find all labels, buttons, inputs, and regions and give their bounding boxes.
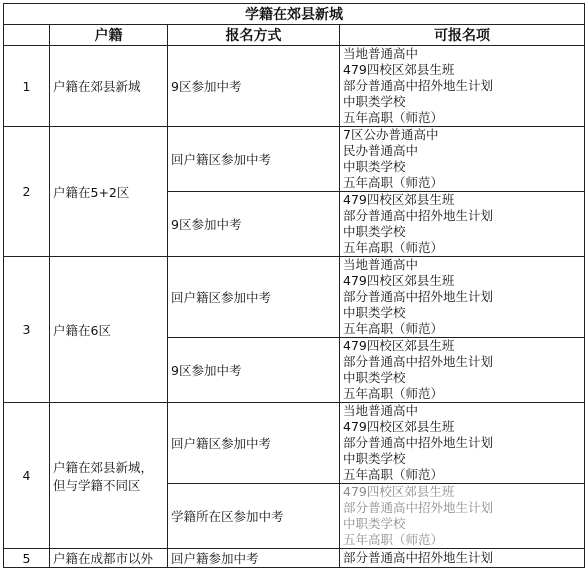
option-item: 中职类学校: [343, 94, 406, 109]
method-cell: 9区参加中考: [168, 338, 340, 403]
options-cell: [340, 549, 585, 568]
options-cell: [340, 192, 585, 257]
row-number: 3: [4, 257, 50, 403]
option-item: 479四校区郊县生班: [343, 192, 455, 207]
row-number: 5: [4, 549, 50, 568]
huji-line: 但与学籍不同区: [53, 477, 141, 493]
huji-cell: 户籍在成都市以外: [50, 549, 168, 568]
option-item: 部分普通高中招外地生计划: [343, 500, 494, 515]
option-item: 中职类学校: [343, 516, 406, 531]
option-item: 479四校区郊县生班: [343, 338, 455, 353]
enrollment-options-table: [3, 3, 585, 568]
option-item: 五年高职（师范）: [343, 110, 444, 125]
method-cell: 学籍所在区参加中考: [168, 484, 340, 549]
option-item: 中职类学校: [343, 305, 406, 320]
method-cell: 9区参加中考: [168, 46, 340, 127]
options-cell: [340, 127, 585, 192]
header-method: 报名方式: [168, 25, 340, 46]
method-cell: 回户籍区参加中考: [168, 403, 340, 484]
option-item: 当地普通高中: [343, 46, 419, 61]
options-cell: [340, 257, 585, 338]
option-item: 五年高职（师范）: [343, 386, 444, 401]
option-item: 五年高职（师范）: [343, 240, 444, 255]
header-huji: 户籍: [50, 25, 168, 46]
huji-cell: 户籍在5+2区: [50, 127, 168, 257]
option-item: 部分普通高中招外地生计划: [343, 550, 494, 565]
option-item: 中职类学校: [343, 159, 406, 174]
huji-line: 户籍在郊县新城，: [53, 459, 154, 475]
option-item: 479四校区郊县生班: [343, 273, 455, 288]
option-item: 部分普通高中招外地生计划: [343, 78, 494, 93]
header-number: [4, 25, 50, 46]
options-cell: [340, 46, 585, 127]
option-item: 五年高职（师范）: [343, 532, 444, 547]
table-row: [4, 403, 585, 484]
row-number: 4: [4, 403, 50, 549]
option-item: 五年高职（师范）: [343, 467, 444, 482]
option-item: 部分普通高中招外地生计划: [343, 208, 494, 223]
row-number: 1: [4, 46, 50, 127]
options-cell: [340, 484, 585, 549]
table-row: [4, 549, 585, 568]
huji-cell: 户籍在6区: [50, 257, 168, 403]
table-header-row: [4, 25, 585, 46]
method-cell: 回户籍区参加中考: [168, 257, 340, 338]
option-item: 479四校区郊县生班: [343, 419, 455, 434]
header-options: 可报名项: [340, 25, 585, 46]
option-item: 当地普通高中: [343, 403, 419, 418]
row-number: 2: [4, 127, 50, 257]
method-cell: 9区参加中考: [168, 192, 340, 257]
option-item: 479四校区郊县生班: [343, 62, 455, 77]
huji-cell: 户籍在郊县新城: [50, 46, 168, 127]
option-item: 7区公办普通高中: [343, 127, 439, 142]
option-item: 民办普通高中: [343, 143, 419, 158]
table-title-row: [4, 4, 585, 25]
option-item: 五年高职（师范）: [343, 175, 444, 190]
table-row: [4, 127, 585, 192]
method-cell: 回户籍区参加中考: [168, 127, 340, 192]
options-cell: [340, 403, 585, 484]
method-cell: 回户籍参加中考: [168, 549, 340, 568]
table-title: 学籍在郊县新城: [4, 4, 585, 25]
options-cell: [340, 338, 585, 403]
table-row: [4, 46, 585, 127]
option-item: 当地普通高中: [343, 257, 419, 272]
option-item: 中职类学校: [343, 451, 406, 466]
option-item: 中职类学校: [343, 224, 406, 239]
huji-cell: [50, 403, 168, 549]
option-item: 部分普通高中招外地生计划: [343, 289, 494, 304]
option-item: 479四校区郊县生班: [343, 484, 455, 499]
option-item: 五年高职（师范）: [343, 321, 444, 336]
option-item: 部分普通高中招外地生计划: [343, 354, 494, 369]
table-row: [4, 257, 585, 338]
option-item: 部分普通高中招外地生计划: [343, 435, 494, 450]
option-item: 中职类学校: [343, 370, 406, 385]
